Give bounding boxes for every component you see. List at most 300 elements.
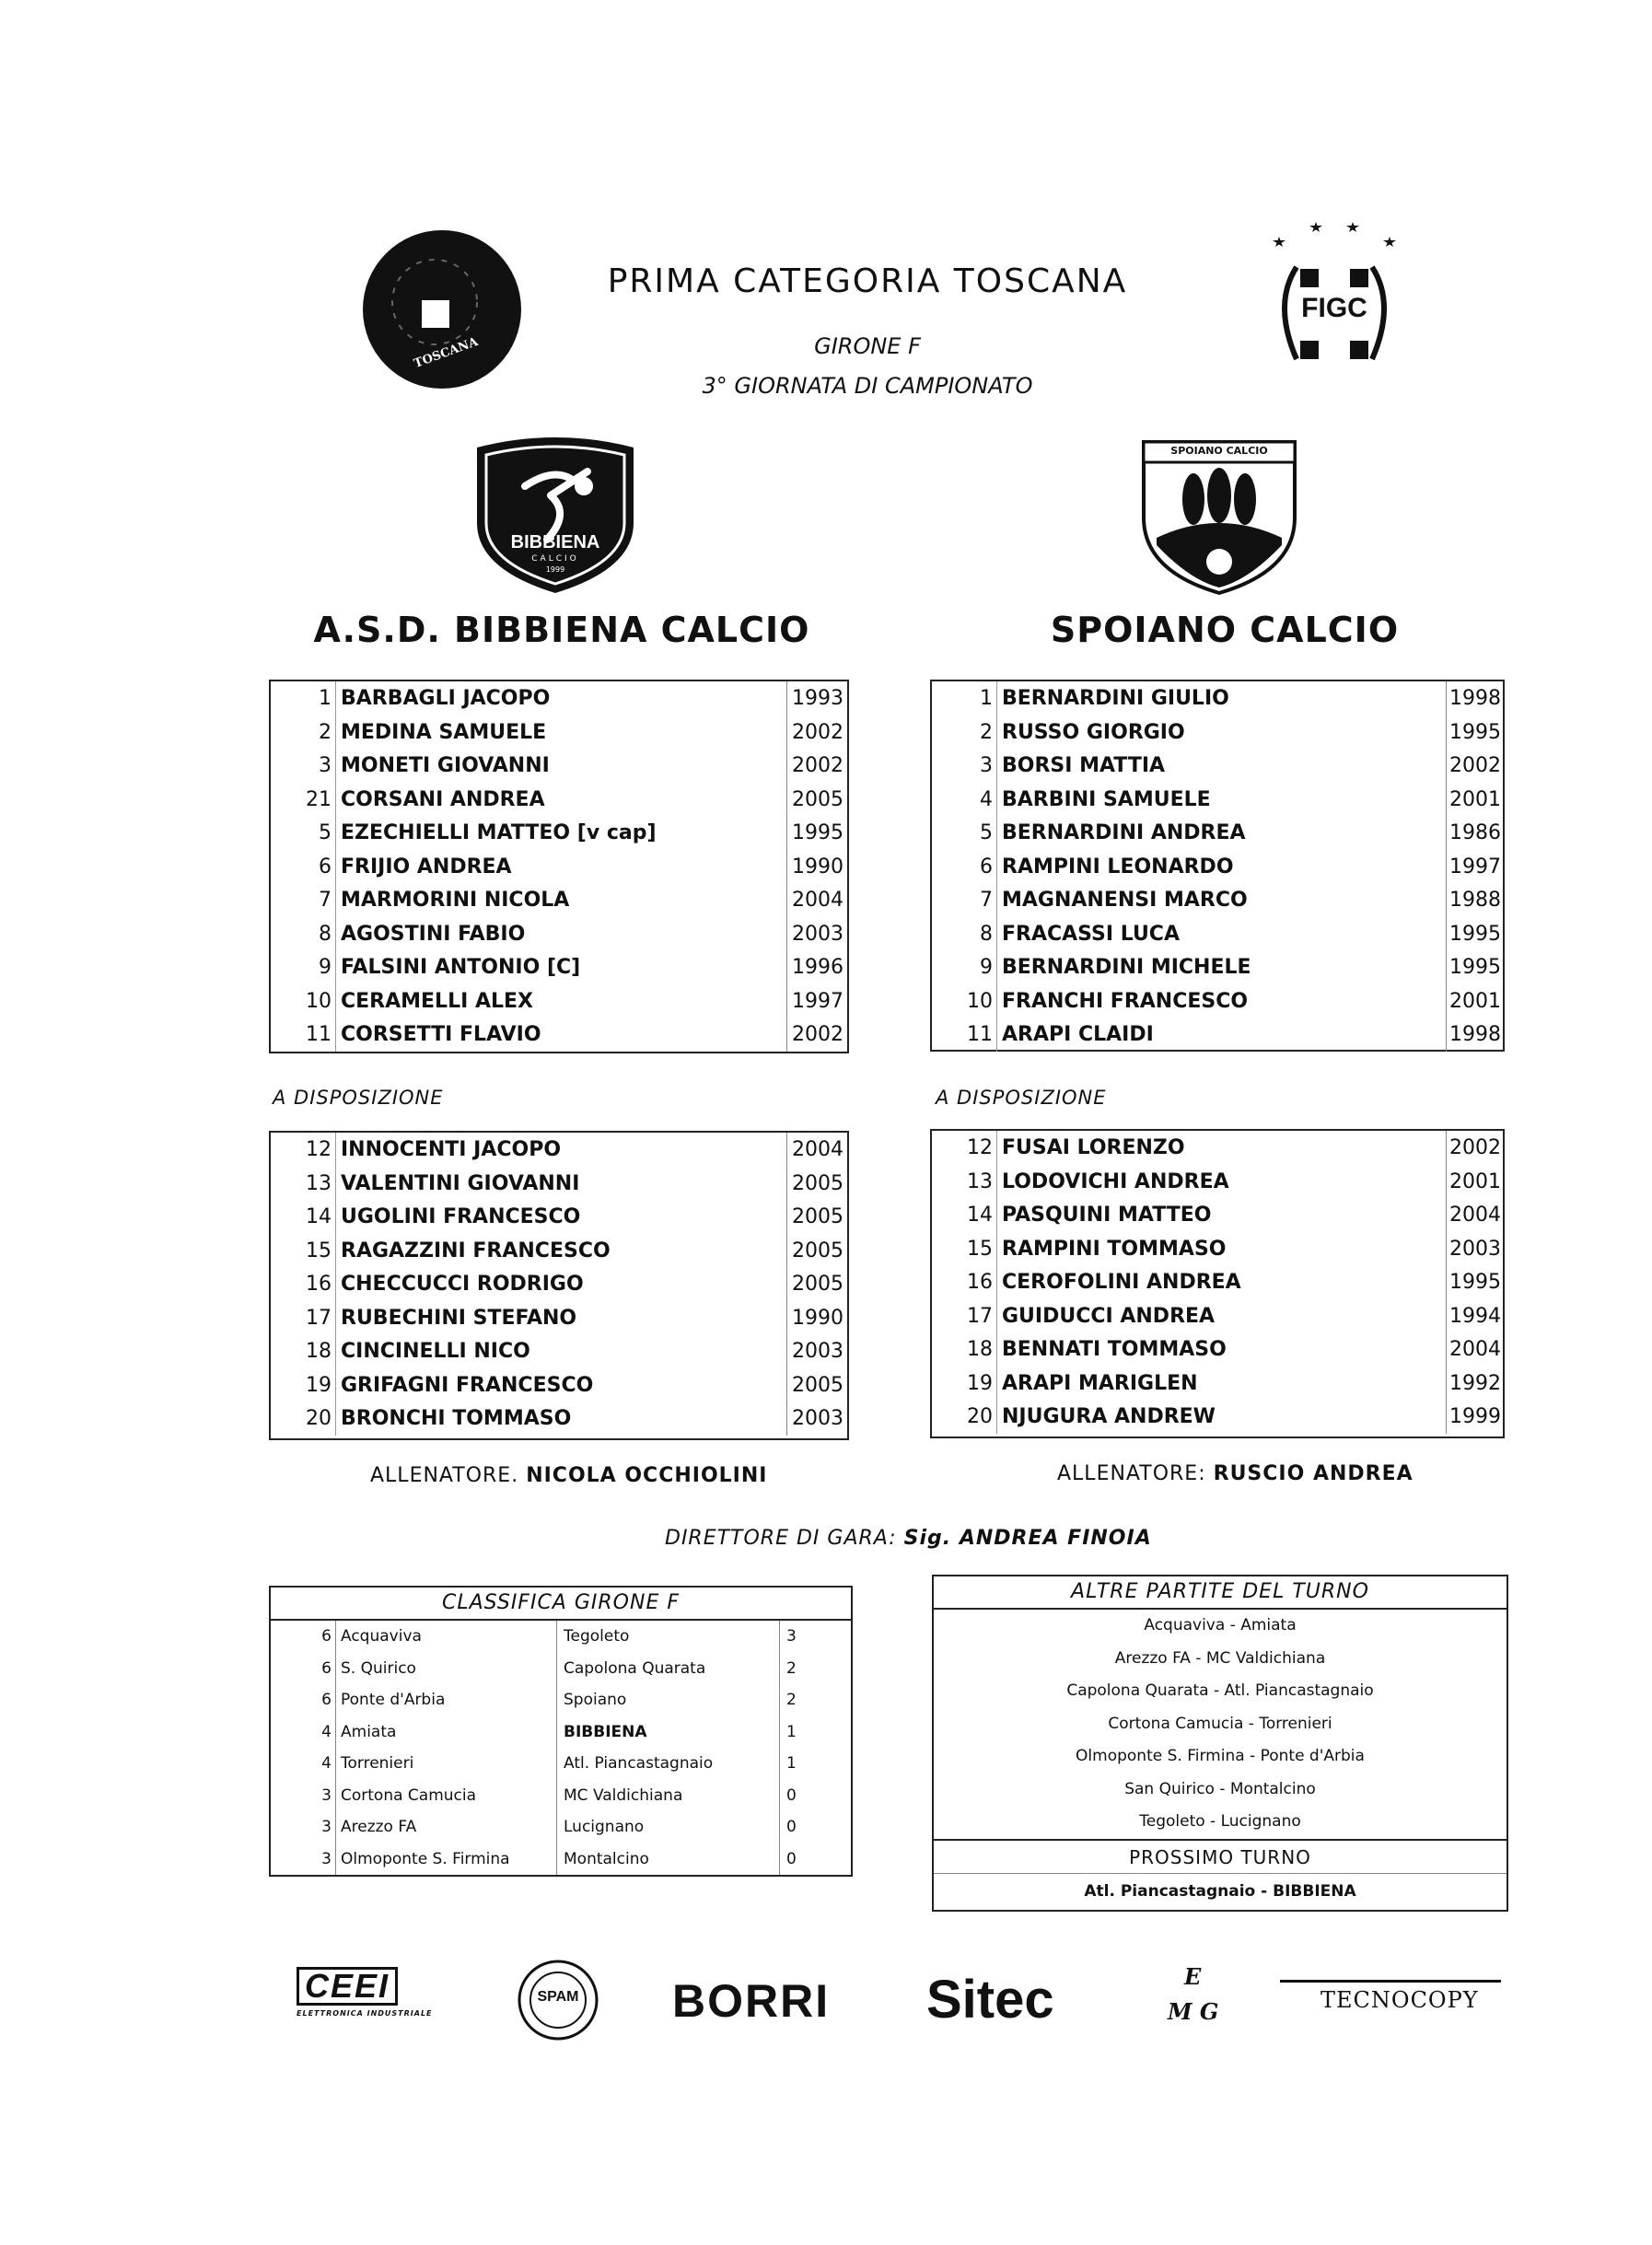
player-birth-year: 1990 xyxy=(792,1306,843,1330)
round-label: 3° GIORNATA DI CAMPIONATO xyxy=(702,373,1033,399)
player-row xyxy=(271,850,847,884)
column-divider xyxy=(786,1402,787,1436)
standings-team: Amiata xyxy=(341,1722,397,1741)
player-name: LODOVICHI ANDREA xyxy=(1002,1169,1229,1193)
column-divider xyxy=(1446,749,1447,783)
player-name: RUSSO GIORGIO xyxy=(1002,720,1185,744)
standings-points: 6 xyxy=(321,1691,332,1709)
player-birth-year: 1995 xyxy=(1449,922,1501,946)
column-divider xyxy=(335,1402,336,1436)
player-number: 10 xyxy=(967,989,993,1013)
sponsor-ceei xyxy=(297,1967,471,2022)
column-divider xyxy=(786,1018,787,1052)
standings-row xyxy=(271,1811,851,1844)
player-name: UGOLINI FRANCESCO xyxy=(341,1205,581,1228)
player-row xyxy=(932,783,1503,817)
column-divider xyxy=(996,715,997,750)
column-divider xyxy=(996,681,997,715)
ceei-logo-subtitle: ELETTRONICA INDUSTRIALE xyxy=(297,2009,433,2018)
sponsor-borri: BORRI xyxy=(672,1975,831,2027)
player-number: 14 xyxy=(306,1205,332,1228)
figc-logo xyxy=(1252,212,1409,378)
player-name: MONETI GIOVANNI xyxy=(341,754,550,777)
player-birth-year: 2004 xyxy=(792,1138,843,1161)
player-birth-year: 1993 xyxy=(792,687,843,710)
standings-team: Acquaviva xyxy=(341,1627,422,1646)
column-divider xyxy=(786,917,787,951)
spoiano-logo xyxy=(1138,435,1300,597)
player-name: RAMPINI TOMMASO xyxy=(1002,1237,1227,1261)
player-number: 3 xyxy=(319,754,332,777)
player-number: 2 xyxy=(980,720,993,744)
player-name: BENNATI TOMMASO xyxy=(1002,1338,1227,1361)
column-divider xyxy=(996,950,997,984)
column-divider xyxy=(335,681,336,715)
column-divider xyxy=(1446,715,1447,750)
column-divider xyxy=(335,1167,336,1201)
player-name: VALENTINI GIOVANNI xyxy=(341,1171,580,1195)
player-row xyxy=(271,1334,847,1368)
player-row xyxy=(932,749,1503,783)
player-number: 18 xyxy=(967,1338,993,1361)
player-number: 7 xyxy=(980,889,993,912)
player-birth-year: 2002 xyxy=(1449,1136,1501,1159)
player-row xyxy=(271,1267,847,1301)
column-divider xyxy=(996,1198,997,1232)
player-birth-year: 2004 xyxy=(792,889,843,912)
other-match-row: Capolona Quarata - Atl. Piancastagnaio xyxy=(1066,1681,1374,1700)
player-name: CERAMELLI ALEX xyxy=(341,989,533,1013)
player-row xyxy=(932,681,1503,715)
bibbiena-logo-year: 1999 xyxy=(545,565,565,574)
player-number: 11 xyxy=(967,1023,993,1046)
referee xyxy=(665,1527,1152,1550)
player-birth-year: 2001 xyxy=(1449,1169,1501,1193)
column-divider xyxy=(786,749,787,783)
column-divider xyxy=(786,883,787,917)
player-row xyxy=(932,1018,1503,1052)
standings-team: S. Quirico xyxy=(341,1658,416,1678)
player-birth-year: 1998 xyxy=(1449,1023,1501,1046)
player-number: 14 xyxy=(967,1204,993,1227)
player-number: 9 xyxy=(980,956,993,979)
column-divider xyxy=(786,1368,787,1402)
standings-last-result: 0 xyxy=(786,1786,797,1805)
other-matches-title: ALTRE PARTITE DEL TURNO xyxy=(934,1576,1507,1610)
column-divider xyxy=(335,883,336,917)
standings-points: 6 xyxy=(321,1627,332,1646)
standings-row xyxy=(271,1621,851,1653)
column-divider xyxy=(335,1334,336,1368)
player-birth-year: 2005 xyxy=(792,787,843,811)
player-birth-year: 1999 xyxy=(1449,1405,1501,1428)
player-name: BARBAGLI JACOPO xyxy=(341,687,551,710)
column-divider xyxy=(335,1267,336,1301)
player-name: BERNARDINI MICHELE xyxy=(1002,956,1251,979)
column-divider xyxy=(996,1299,997,1333)
player-number: 2 xyxy=(319,720,332,744)
standings-last-result: 2 xyxy=(786,1691,797,1709)
column-divider xyxy=(786,1234,787,1268)
player-number: 8 xyxy=(319,922,332,946)
player-row xyxy=(271,883,847,917)
column-divider xyxy=(335,1018,336,1052)
player-name: GUIDUCCI ANDREA xyxy=(1002,1304,1216,1328)
player-name: BERNARDINI ANDREA xyxy=(1002,821,1246,844)
player-number: 19 xyxy=(967,1371,993,1395)
player-birth-year: 2005 xyxy=(792,1239,843,1262)
player-number: 15 xyxy=(306,1239,332,1262)
home-coach-label: ALLENATORE. xyxy=(370,1464,519,1487)
column-divider xyxy=(1446,1299,1447,1333)
player-birth-year: 2003 xyxy=(792,1340,843,1363)
player-row xyxy=(271,1402,847,1436)
standings-points: 4 xyxy=(321,1722,332,1741)
standings-last-opponent: Montalcino xyxy=(564,1849,649,1868)
column-divider xyxy=(786,1167,787,1201)
referee-label: DIRETTORE DI GARA: xyxy=(665,1527,897,1550)
column-divider xyxy=(786,1301,787,1335)
player-birth-year: 2004 xyxy=(1449,1338,1501,1361)
next-round-match: Atl. Piancastagnaio - BIBBIENA xyxy=(1084,1881,1356,1901)
column-divider xyxy=(1446,1018,1447,1052)
home-bench-label: A DISPOSIZIONE xyxy=(273,1087,444,1109)
player-birth-year: 2005 xyxy=(792,1171,843,1195)
player-number: 12 xyxy=(967,1136,993,1159)
column-divider xyxy=(335,950,336,984)
standings-team: Arezzo FA xyxy=(341,1818,417,1836)
player-row xyxy=(932,1198,1503,1232)
column-divider xyxy=(996,1367,997,1401)
column-divider xyxy=(786,715,787,750)
column-divider xyxy=(786,816,787,850)
player-name: ARAPI MARIGLEN xyxy=(1002,1371,1198,1395)
column-divider xyxy=(996,1018,997,1052)
player-name: ARAPI CLAIDI xyxy=(1002,1023,1154,1046)
column-divider xyxy=(786,1267,787,1301)
player-birth-year: 1998 xyxy=(1449,687,1501,710)
column-divider xyxy=(335,984,336,1018)
column-divider xyxy=(1446,917,1447,951)
other-match-row: Cortona Camucia - Torrenieri xyxy=(1108,1714,1332,1733)
standings-table xyxy=(269,1586,853,1877)
standings-last-opponent: Atl. Piancastagnaio xyxy=(564,1754,714,1773)
player-number: 17 xyxy=(306,1306,332,1330)
player-name: BARBINI SAMUELE xyxy=(1002,787,1211,811)
player-number: 4 xyxy=(980,787,993,811)
player-name: FRANCHI FRANCESCO xyxy=(1002,989,1249,1013)
away-bench-label: A DISPOSIZIONE xyxy=(936,1087,1107,1109)
player-row xyxy=(271,1167,847,1201)
standings-row xyxy=(271,1716,851,1749)
player-number: 18 xyxy=(306,1340,332,1363)
column-divider xyxy=(335,1368,336,1402)
standings-last-result: 0 xyxy=(786,1849,797,1868)
player-number: 21 xyxy=(306,787,332,811)
player-row xyxy=(932,1299,1503,1333)
standings-row xyxy=(271,1653,851,1685)
home-coach-name: NICOLA OCCHIOLINI xyxy=(526,1464,768,1487)
player-row xyxy=(271,917,847,951)
standings-row xyxy=(271,1780,851,1812)
column-divider xyxy=(335,1234,336,1268)
player-number: 11 xyxy=(306,1023,332,1046)
player-name: RAGAZZINI FRANCESCO xyxy=(341,1239,611,1262)
column-divider xyxy=(786,1200,787,1234)
player-birth-year: 1995 xyxy=(1449,1271,1501,1294)
player-name: CHECCUCCI RODRIGO xyxy=(341,1273,584,1296)
page-title: PRIMA CATEGORIA TOSCANA xyxy=(607,262,1128,300)
player-number: 7 xyxy=(319,889,332,912)
column-divider xyxy=(335,1133,336,1167)
player-birth-year: 2005 xyxy=(792,1373,843,1397)
player-name: CINCINELLI NICO xyxy=(341,1340,530,1363)
column-divider xyxy=(996,850,997,884)
tecnocopy-rule xyxy=(1280,1980,1501,1983)
standings-points: 4 xyxy=(321,1754,332,1773)
player-row xyxy=(271,1301,847,1335)
player-number: 17 xyxy=(967,1304,993,1328)
column-divider xyxy=(996,917,997,951)
sponsor-sitec: Sitec xyxy=(926,1970,1054,2030)
next-round-title: PROSSIMO TURNO xyxy=(934,1839,1507,1874)
other-match-row: Tegoleto - Lucignano xyxy=(1139,1812,1301,1831)
away-starters-table xyxy=(930,680,1505,1052)
standings-points: 3 xyxy=(321,1818,332,1836)
standings-last-result: 0 xyxy=(786,1818,797,1836)
column-divider xyxy=(1446,783,1447,817)
player-birth-year: 2004 xyxy=(1449,1204,1501,1227)
column-divider xyxy=(996,984,997,1018)
player-birth-year: 2002 xyxy=(792,720,843,744)
away-coach-label: ALLENATORE: xyxy=(1057,1462,1206,1485)
toscana-logo xyxy=(361,228,523,390)
column-divider xyxy=(1446,816,1447,850)
player-name: FUSAI LORENZO xyxy=(1002,1136,1185,1159)
column-divider xyxy=(335,1301,336,1335)
player-row xyxy=(932,1232,1503,1266)
player-row xyxy=(271,1133,847,1167)
player-row xyxy=(932,883,1503,917)
player-birth-year: 2003 xyxy=(792,1407,843,1430)
player-number: 6 xyxy=(319,855,332,878)
player-number: 15 xyxy=(967,1237,993,1261)
column-divider xyxy=(786,850,787,884)
other-match-row: San Quirico - Montalcino xyxy=(1124,1779,1316,1798)
player-row xyxy=(932,715,1503,750)
spoiano-logo-label: SPOIANO CALCIO xyxy=(1170,445,1268,457)
column-divider xyxy=(996,883,997,917)
player-birth-year: 1995 xyxy=(1449,720,1501,744)
player-row xyxy=(932,850,1503,884)
player-number: 5 xyxy=(980,821,993,844)
away-coach-name: RUSCIO ANDREA xyxy=(1213,1462,1414,1485)
player-row xyxy=(932,1332,1503,1367)
standings-row xyxy=(271,1844,851,1876)
player-birth-year: 1990 xyxy=(792,855,843,878)
player-name: BORSI MATTIA xyxy=(1002,754,1166,777)
column-divider xyxy=(1446,1198,1447,1232)
player-number: 3 xyxy=(980,754,993,777)
column-divider xyxy=(1446,681,1447,715)
player-name: RUBECHINI STEFANO xyxy=(341,1306,577,1330)
player-name: MARMORINI NICOLA xyxy=(341,889,570,912)
column-divider xyxy=(996,816,997,850)
column-divider xyxy=(1446,1131,1447,1165)
column-divider xyxy=(335,1200,336,1234)
column-divider xyxy=(996,1400,997,1434)
sponsor-emg xyxy=(1142,1952,1243,2044)
home-bench-table xyxy=(269,1131,849,1440)
player-row xyxy=(932,1131,1503,1165)
player-number: 16 xyxy=(306,1273,332,1296)
away-bench-table xyxy=(930,1129,1505,1438)
toscana-logo-label: TOSCANA xyxy=(412,335,481,371)
tecnocopy-logo-text: TECNOCOPY xyxy=(1320,1987,1479,2013)
column-divider xyxy=(786,950,787,984)
spam-logo-text: SPAM xyxy=(537,1989,579,2005)
standings-row xyxy=(271,1748,851,1780)
player-number: 8 xyxy=(980,922,993,946)
standings-last-opponent: Lucignano xyxy=(564,1818,645,1836)
referee-name: Sig. ANDREA FINOIA xyxy=(903,1527,1152,1550)
player-birth-year: 1997 xyxy=(792,989,843,1013)
column-divider xyxy=(786,681,787,715)
player-birth-year: 2002 xyxy=(792,754,843,777)
player-row xyxy=(271,783,847,817)
player-name: BRONCHI TOMMASO xyxy=(341,1407,572,1430)
column-divider xyxy=(1446,1367,1447,1401)
column-divider xyxy=(335,783,336,817)
standings-last-opponent: BIBBIENA xyxy=(564,1722,647,1741)
bibbiena-logo-sub: CALCIO xyxy=(531,554,579,564)
player-name: BERNARDINI GIULIO xyxy=(1002,687,1229,710)
away-team-name: SPOIANO CALCIO xyxy=(1050,610,1400,650)
player-number: 16 xyxy=(967,1271,993,1294)
column-divider xyxy=(786,1133,787,1167)
column-divider xyxy=(996,783,997,817)
player-row xyxy=(932,917,1503,951)
player-birth-year: 2005 xyxy=(792,1273,843,1296)
player-name: GRIFAGNI FRANCESCO xyxy=(341,1373,594,1397)
other-match-row: Acquaviva - Amiata xyxy=(1144,1616,1297,1634)
home-team-name: A.S.D. BIBBIENA CALCIO xyxy=(313,610,810,650)
player-row xyxy=(271,681,847,715)
home-starters-table xyxy=(269,680,849,1053)
player-name: FRIJIO ANDREA xyxy=(341,855,512,878)
player-name: PASQUINI MATTEO xyxy=(1002,1204,1212,1227)
player-birth-year: 2002 xyxy=(1449,754,1501,777)
standings-team: Ponte d'Arbia xyxy=(341,1691,446,1709)
column-divider xyxy=(1446,1232,1447,1266)
standings-last-result: 1 xyxy=(786,1722,797,1741)
player-name: CORSANI ANDREA xyxy=(341,787,545,811)
player-row xyxy=(932,816,1503,850)
standings-last-opponent: MC Valdichiana xyxy=(564,1786,683,1805)
home-coach xyxy=(370,1464,767,1487)
away-coach xyxy=(1057,1462,1414,1485)
player-number: 13 xyxy=(306,1171,332,1195)
player-name: FRACASSI LUCA xyxy=(1002,922,1180,946)
other-matches-box xyxy=(932,1575,1508,1912)
column-divider xyxy=(996,1265,997,1299)
bibbiena-logo xyxy=(470,431,641,597)
column-divider xyxy=(1446,950,1447,984)
player-birth-year: 1986 xyxy=(1449,821,1501,844)
player-name: RAMPINI LEONARDO xyxy=(1002,855,1234,878)
column-divider xyxy=(1446,1400,1447,1434)
player-number: 13 xyxy=(967,1169,993,1193)
column-divider xyxy=(335,749,336,783)
player-number: 1 xyxy=(319,687,332,710)
bibbiena-logo-name: BIBBIENA xyxy=(510,532,600,553)
group-label: GIRONE F xyxy=(814,333,921,359)
standings-team: Olmoponte S. Firmina xyxy=(341,1849,510,1868)
column-divider xyxy=(335,715,336,750)
column-divider xyxy=(996,1131,997,1165)
player-number: 12 xyxy=(306,1138,332,1161)
player-row xyxy=(932,1265,1503,1299)
player-row xyxy=(932,1165,1503,1199)
figc-logo-label: FIGC xyxy=(1301,293,1367,323)
column-divider xyxy=(1446,1265,1447,1299)
player-name: CEROFOLINI ANDREA xyxy=(1002,1271,1241,1294)
column-divider xyxy=(996,1232,997,1266)
player-row xyxy=(932,950,1503,984)
column-divider xyxy=(996,749,997,783)
player-birth-year: 2001 xyxy=(1449,787,1501,811)
standings-team: Cortona Camucia xyxy=(341,1786,477,1805)
other-match-row: Olmoponte S. Firmina - Ponte d'Arbia xyxy=(1076,1747,1365,1765)
player-row xyxy=(271,816,847,850)
standings-last-result: 1 xyxy=(786,1754,797,1773)
player-birth-year: 2002 xyxy=(792,1023,843,1046)
column-divider xyxy=(1446,984,1447,1018)
player-number: 20 xyxy=(306,1407,332,1430)
player-number: 20 xyxy=(967,1405,993,1428)
player-name: INNOCENTI JACOPO xyxy=(341,1138,562,1161)
player-number: 19 xyxy=(306,1373,332,1397)
column-divider xyxy=(786,984,787,1018)
player-birth-year: 1997 xyxy=(1449,855,1501,878)
ceei-logo-text: CEEI xyxy=(297,1967,398,2006)
column-divider xyxy=(1446,883,1447,917)
standings-last-opponent: Spoiano xyxy=(564,1691,627,1709)
standings-last-result: 3 xyxy=(786,1627,797,1646)
column-divider xyxy=(1446,850,1447,884)
column-divider xyxy=(1446,1165,1447,1199)
player-birth-year: 2001 xyxy=(1449,989,1501,1013)
column-divider xyxy=(786,783,787,817)
player-birth-year: 2003 xyxy=(1449,1237,1501,1261)
standings-title: CLASSIFICA GIRONE F xyxy=(271,1588,851,1621)
column-divider xyxy=(335,850,336,884)
player-row xyxy=(271,715,847,750)
player-row xyxy=(271,950,847,984)
player-row xyxy=(271,1200,847,1234)
player-name: MEDINA SAMUELE xyxy=(341,720,547,744)
player-row xyxy=(271,1018,847,1052)
player-row xyxy=(271,984,847,1018)
player-name: FALSINI ANTONIO [C] xyxy=(341,956,581,979)
player-name: NJUGURA ANDREW xyxy=(1002,1405,1216,1428)
player-number: 10 xyxy=(306,989,332,1013)
sponsor-tecnocopy xyxy=(1280,1980,1501,2017)
player-number: 5 xyxy=(319,821,332,844)
column-divider xyxy=(1446,1332,1447,1367)
player-birth-year: 2005 xyxy=(792,1205,843,1228)
player-number: 6 xyxy=(980,855,993,878)
